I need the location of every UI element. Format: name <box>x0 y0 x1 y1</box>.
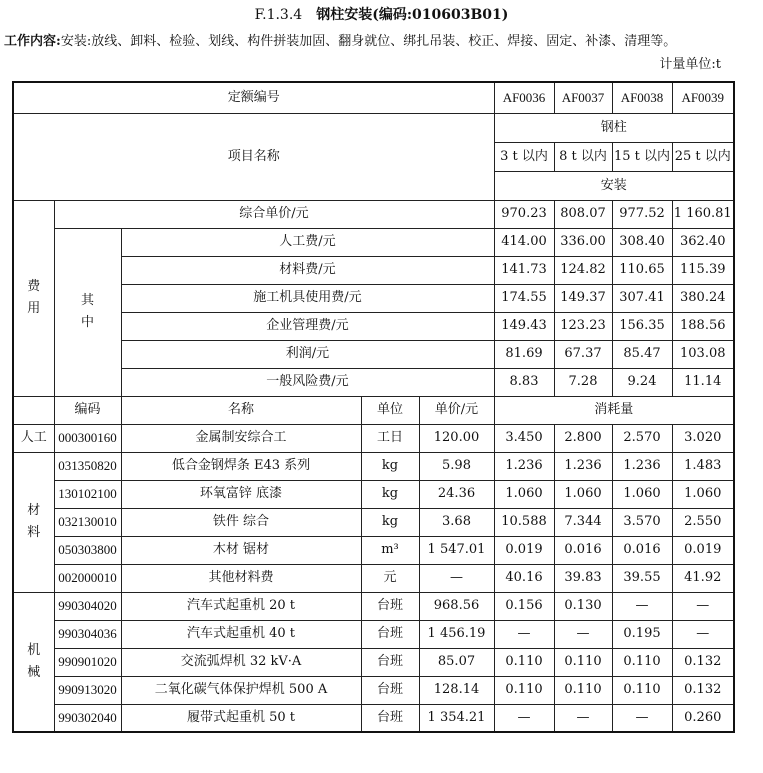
consumption-value: 2.570 <box>612 424 672 452</box>
consumption-value: — <box>554 620 612 648</box>
resource-name: 低合金钢焊条 E43 系列 <box>121 452 361 480</box>
resource-code: 002000010 <box>54 564 121 592</box>
consumption-header: 消耗量 <box>494 396 734 424</box>
cost-row <box>13 256 734 284</box>
cost-value: 8.83 <box>494 368 554 396</box>
consumption-value: — <box>612 592 672 620</box>
resource-price: 1 547.01 <box>419 536 494 564</box>
cost-value: 9.24 <box>612 368 672 396</box>
resource-code: 990302040 <box>54 704 121 732</box>
machinery-row <box>13 592 734 620</box>
total-price-value: 808.07 <box>554 200 612 228</box>
cost-value: 380.24 <box>672 284 734 312</box>
material-row <box>13 536 734 564</box>
cost-label: 人工费/元 <box>121 228 494 256</box>
consumption-value: 1.060 <box>672 480 734 508</box>
labor-label: 人工 <box>13 424 54 452</box>
consumption-value: — <box>612 704 672 732</box>
consumption-value: 7.344 <box>554 508 612 536</box>
resource-price: 968.56 <box>419 592 494 620</box>
price-header: 单价/元 <box>419 396 494 424</box>
consumption-value: 1.060 <box>612 480 672 508</box>
consumption-value: 1.060 <box>494 480 554 508</box>
cost-value: 188.56 <box>672 312 734 340</box>
machinery-label-text: 机械 <box>27 642 41 680</box>
quota-code-label: 定额编号 <box>13 82 494 113</box>
cost-value: 141.73 <box>494 256 554 284</box>
resource-name: 履带式起重机 50 t <box>121 704 361 732</box>
material-row <box>13 452 734 480</box>
subgroup-label: 安装 <box>494 171 734 200</box>
page-title <box>0 4 763 24</box>
spec-cell: 8 t 以内 <box>554 142 612 171</box>
material-row <box>13 564 734 592</box>
total-price-row <box>13 200 734 228</box>
consumption-value: 0.016 <box>612 536 672 564</box>
labor-row <box>13 424 734 452</box>
resource-unit: kg <box>361 480 419 508</box>
consumption-value: 1.236 <box>612 452 672 480</box>
cost-label: 材料费/元 <box>121 256 494 284</box>
consumption-value: 3.570 <box>612 508 672 536</box>
machinery-row <box>13 620 734 648</box>
consumption-value: 10.588 <box>494 508 554 536</box>
machinery-row <box>13 676 734 704</box>
resource-price: — <box>419 564 494 592</box>
total-price-value: 1 160.81 <box>672 200 734 228</box>
consumption-value: — <box>672 620 734 648</box>
resource-unit: 台班 <box>361 620 419 648</box>
consumption-value: 0.019 <box>494 536 554 564</box>
consumption-value: 1.236 <box>554 452 612 480</box>
materials-label <box>13 452 54 592</box>
item-name-label: 项目名称 <box>13 113 494 200</box>
fee-label <box>13 200 54 396</box>
unit-note: 计量单位:t <box>659 57 721 72</box>
consumption-value: 0.019 <box>672 536 734 564</box>
consumption-value: 0.156 <box>494 592 554 620</box>
resource-code: 050303800 <box>54 536 121 564</box>
cost-row <box>13 228 734 256</box>
resource-price: 85.07 <box>419 648 494 676</box>
cost-label: 企业管理费/元 <box>121 312 494 340</box>
cost-value: 7.28 <box>554 368 612 396</box>
resource-price: 1 354.21 <box>419 704 494 732</box>
resource-code: 130102100 <box>54 480 121 508</box>
consumption-value: 1.060 <box>554 480 612 508</box>
machinery-label <box>13 592 54 732</box>
resource-unit: 台班 <box>361 704 419 732</box>
consumption-value: 39.55 <box>612 564 672 592</box>
cost-label: 利润/元 <box>121 340 494 368</box>
cost-row <box>13 368 734 396</box>
qizhong-label <box>54 228 121 396</box>
quota-code-cell: AF0036 <box>494 82 554 113</box>
fee-label-text: 费用 <box>27 279 41 316</box>
quota-code-row <box>13 82 734 113</box>
resource-code: 032130010 <box>54 508 121 536</box>
resource-unit: 工日 <box>361 424 419 452</box>
resource-name: 木材 锯材 <box>121 536 361 564</box>
consumption-value: 1.483 <box>672 452 734 480</box>
resource-code: 000300160 <box>54 424 121 452</box>
resource-price: 120.00 <box>419 424 494 452</box>
consumption-value: 41.92 <box>672 564 734 592</box>
cost-value: 336.00 <box>554 228 612 256</box>
column-header-row <box>13 396 734 424</box>
resource-name: 金属制安综合工 <box>121 424 361 452</box>
resource-price: 5.98 <box>419 452 494 480</box>
spec-cell: 15 t 以内 <box>612 142 672 171</box>
resource-name: 汽车式起重机 40 t <box>121 620 361 648</box>
resource-unit: m³ <box>361 536 419 564</box>
resource-unit: 台班 <box>361 676 419 704</box>
resource-code: 990913020 <box>54 676 121 704</box>
spec-cell: 3 t 以内 <box>494 142 554 171</box>
consumption-value: 0.132 <box>672 676 734 704</box>
cost-label: 一般风险费/元 <box>121 368 494 396</box>
spec-cell: 25 t 以内 <box>672 142 734 171</box>
consumption-value: 3.450 <box>494 424 554 452</box>
resource-unit: 台班 <box>361 592 419 620</box>
quota-code-cell: AF0038 <box>612 82 672 113</box>
resource-price: 1 456.19 <box>419 620 494 648</box>
machinery-row <box>13 648 734 676</box>
resource-code: 990304036 <box>54 620 121 648</box>
work-content <box>4 30 763 49</box>
cost-value: 156.35 <box>612 312 672 340</box>
resource-unit: 台班 <box>361 648 419 676</box>
cost-value: 174.55 <box>494 284 554 312</box>
resource-name: 其他材料费 <box>121 564 361 592</box>
consumption-value: 39.83 <box>554 564 612 592</box>
cost-value: 81.69 <box>494 340 554 368</box>
consumption-value: — <box>494 704 554 732</box>
quota-code-cell: AF0039 <box>672 82 734 113</box>
resource-name: 铁件 综合 <box>121 508 361 536</box>
consumption-value: 0.132 <box>672 648 734 676</box>
empty-header-cell <box>13 396 54 424</box>
material-row <box>13 480 734 508</box>
resource-code: 031350820 <box>54 452 121 480</box>
consumption-value: 0.260 <box>672 704 734 732</box>
section-title: 钢柱安装(编码:010603B01) <box>316 7 509 23</box>
unit-header: 单位 <box>361 396 419 424</box>
consumption-value: 0.195 <box>612 620 672 648</box>
resource-name: 环氧富锌 底漆 <box>121 480 361 508</box>
quota-table <box>12 81 735 733</box>
material-row <box>13 508 734 536</box>
cost-value: 115.39 <box>672 256 734 284</box>
consumption-value: 0.130 <box>554 592 612 620</box>
resource-name: 二氧化碳气体保护焊机 500 A <box>121 676 361 704</box>
cost-value: 307.41 <box>612 284 672 312</box>
resource-price: 128.14 <box>419 676 494 704</box>
cost-row <box>13 312 734 340</box>
cost-value: 308.40 <box>612 228 672 256</box>
resource-unit: 元 <box>361 564 419 592</box>
consumption-value: 0.110 <box>554 676 612 704</box>
consumption-value: 0.110 <box>494 648 554 676</box>
cost-row <box>13 284 734 312</box>
cost-value: 85.47 <box>612 340 672 368</box>
consumption-value: 3.020 <box>672 424 734 452</box>
group-row <box>13 113 734 142</box>
consumption-value: 2.800 <box>554 424 612 452</box>
cost-value: 103.08 <box>672 340 734 368</box>
cost-value: 362.40 <box>672 228 734 256</box>
code-header: 编码 <box>54 396 121 424</box>
cost-label: 施工机具使用费/元 <box>121 284 494 312</box>
consumption-value: 0.110 <box>612 648 672 676</box>
work-content-label: 工作内容: <box>4 34 61 49</box>
consumption-value: 0.110 <box>494 676 554 704</box>
cost-row <box>13 340 734 368</box>
resource-name: 汽车式起重机 20 t <box>121 592 361 620</box>
resource-unit: kg <box>361 452 419 480</box>
cost-value: 67.37 <box>554 340 612 368</box>
total-price-value: 977.52 <box>612 200 672 228</box>
consumption-value: — <box>672 592 734 620</box>
consumption-value: 2.550 <box>672 508 734 536</box>
resource-code: 990304020 <box>54 592 121 620</box>
quota-code-cell: AF0037 <box>554 82 612 113</box>
consumption-value: 0.110 <box>554 648 612 676</box>
work-content-text: 安装:放线、卸料、检验、划线、构件拼装加固、翻身就位、绑扎吊装、校正、焊接、固定、补漆、清理等。 <box>60 34 677 49</box>
consumption-value: 40.16 <box>494 564 554 592</box>
cost-value: 414.00 <box>494 228 554 256</box>
cost-value: 149.43 <box>494 312 554 340</box>
cost-value: 124.82 <box>554 256 612 284</box>
group-label: 钢柱 <box>494 113 734 142</box>
resource-price: 3.68 <box>419 508 494 536</box>
consumption-value: — <box>554 704 612 732</box>
consumption-value: — <box>494 620 554 648</box>
consumption-value: 0.016 <box>554 536 612 564</box>
name-header: 名称 <box>121 396 361 424</box>
cost-value: 149.37 <box>554 284 612 312</box>
resource-code: 990901020 <box>54 648 121 676</box>
cost-value: 11.14 <box>672 368 734 396</box>
total-price-label: 综合单价/元 <box>54 200 494 228</box>
resource-name: 交流弧焊机 32 kV·A <box>121 648 361 676</box>
materials-label-text: 材料 <box>27 503 41 540</box>
consumption-value: 0.110 <box>612 676 672 704</box>
machinery-row <box>13 704 734 732</box>
cost-value: 110.65 <box>612 256 672 284</box>
resource-price: 24.36 <box>419 480 494 508</box>
total-price-value: 970.23 <box>494 200 554 228</box>
qizhong-label-text: 其中 <box>80 293 94 330</box>
section-number: F.1.3.4 <box>254 7 303 23</box>
cost-value: 123.23 <box>554 312 612 340</box>
resource-unit: kg <box>361 508 419 536</box>
consumption-value: 1.236 <box>494 452 554 480</box>
